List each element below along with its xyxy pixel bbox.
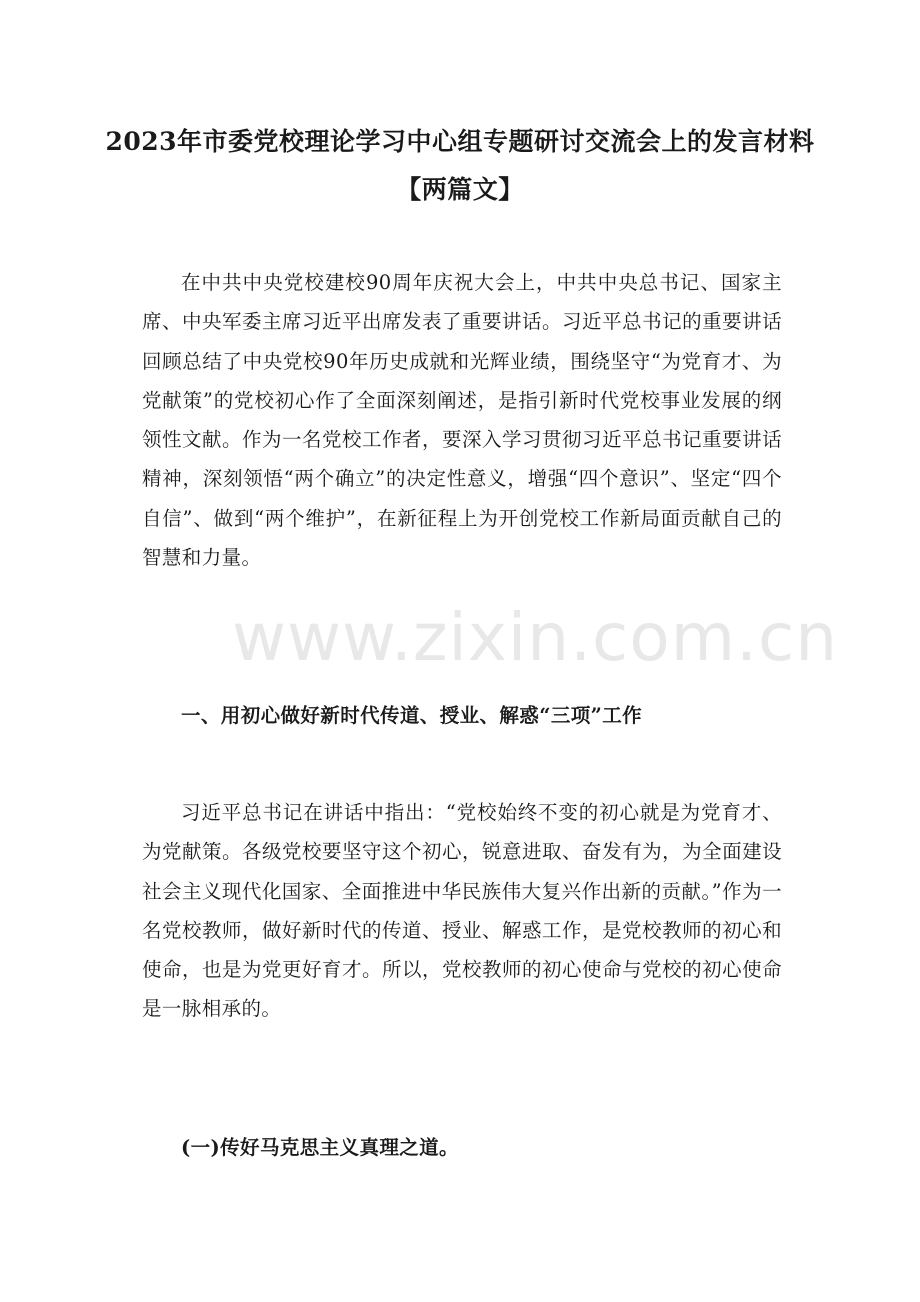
intro-paragraph: 在中共中央党校建校90周年庆祝大会上，中共中央总书记、国家主席、中央军委主席习近平出席发表了重要讲话。习近平总书记的重要讲话回顾总结了中央党校90年历史成就和光辉业绩，围绕坚守“为党育才、为党献策”的党校初心作了全面深刻阐述，是指引新时代党校事业发展的纲领性文献。作为一名党校工作者，要深入学习贯彻习近平总书记重要讲话精神，深刻领悟“两个确立”的决定性意义，增强“四个意识”、坚定“四个自信”、做到“两个维护”，在新征程上为开创党校工作新局面贡献自己的智慧和力量。 bbox=[142, 271, 782, 570]
subsection-heading-1: (一)传好马克思主义真理之道。 bbox=[181, 1136, 459, 1159]
section-heading-1: 一、用初心做好新时代传道、授业、解惑“三项”工作 bbox=[181, 704, 643, 727]
body-paragraph-2: 习近平总书记在讲话中指出：“党校始终不变的初心就是为党育才、为党献策。各级党校要坚守这个初心，锐意进取、奋发有为，为全面建设社会主义现代化国家、全面推进中华民族伟大复兴作出新的贡献。”作为一名党校教师，做好新时代的传道、授业、解惑工作，是党校教师的初心和使命，也是为党更好育才。所以，党校教师的初心使命与党校的初心使命是一脉相承的。 bbox=[142, 801, 782, 1021]
document-title: 2023年市委党校理论学习中心组专题研讨交流会上的发言材料【两篇文】 bbox=[105, 127, 815, 204]
watermark: www.zixin.com.cn bbox=[232, 599, 839, 676]
